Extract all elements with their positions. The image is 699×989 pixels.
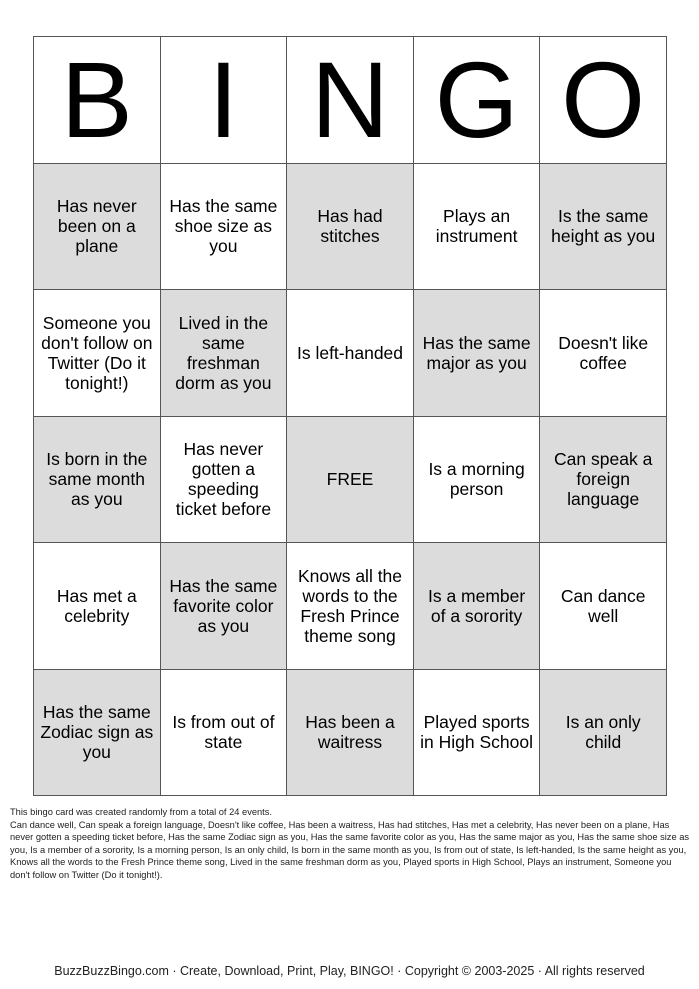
bingo-cell: Is the same height as you: [540, 164, 667, 291]
bingo-cell: Doesn't like coffee: [540, 290, 667, 417]
bingo-cell: Can speak a foreign language: [540, 417, 667, 544]
header-letter-n: N: [287, 37, 414, 164]
bingo-cell: Has met a celebrity: [34, 543, 161, 670]
bingo-cell: Has the same shoe size as you: [161, 164, 288, 291]
bingo-cell: Played sports in High School: [414, 670, 541, 797]
bingo-card: [33, 36, 667, 796]
free-space-cell: FREE: [287, 417, 414, 544]
bingo-cell: Can dance well: [540, 543, 667, 670]
bingo-cell: Has never been on a plane: [34, 164, 161, 291]
card-info-summary: This bingo card was created randomly from a total of 24 events.: [10, 807, 272, 817]
bingo-cell: Has never gotten a speeding ticket before: [161, 417, 288, 544]
bingo-cell: Has the same Zodiac sign as you: [34, 670, 161, 797]
bingo-cell: Someone you don't follow on Twitter (Do it tonight!): [34, 290, 161, 417]
bingo-cell: Is an only child: [540, 670, 667, 797]
header-letter-o: O: [540, 37, 667, 164]
bingo-cell: Is from out of state: [161, 670, 288, 797]
header-letter-g: G: [414, 37, 541, 164]
bingo-cell: Plays an instrument: [414, 164, 541, 291]
bingo-cell: Has had stitches: [287, 164, 414, 291]
bingo-cell: Is a member of a sorority: [414, 543, 541, 670]
bingo-cell: Knows all the words to the Fresh Prince theme song: [287, 543, 414, 670]
header-letter-i: I: [161, 37, 288, 164]
header-letter-b: B: [34, 37, 161, 164]
footer-copyright: BuzzBuzzBingo.com · Create, Download, Print, Play, BINGO! · Copyright © 2003-2025 · All rights reserved: [54, 964, 645, 978]
bingo-cell: Is born in the same month as you: [34, 417, 161, 544]
card-info: [10, 806, 690, 881]
bingo-cell: Lived in the same freshman dorm as you: [161, 290, 288, 417]
bingo-cell: Is a morning person: [414, 417, 541, 544]
bingo-cell: Has the same favorite color as you: [161, 543, 288, 670]
bingo-cell: Has the same major as you: [414, 290, 541, 417]
bingo-cell: Is left-handed: [287, 290, 414, 417]
card-info-events-list: Can dance well, Can speak a foreign language, Doesn't like coffee, Has been a waitress, Has had stitches, Has met a celebrity, Has never been on a plane, Has never gotten a speeding ticket before, Has the same Zodiac sign as you, Has the same favorite color as you, Has the same major as you, Has the same shoe size as you, Is a member of a sorority, Is a morning person, Is an only child, Is born in the same month as you, Is from out of state, Is left-handed, Is the same height as you, Knows all the words to the Fresh Prince theme song, Lived in the same freshman dorm as you, Played sports in High School, Plays an instrument, Someone you don't follow on Twitter (Do it tonight!).: [10, 819, 690, 880]
bingo-cell: Has been a waitress: [287, 670, 414, 797]
